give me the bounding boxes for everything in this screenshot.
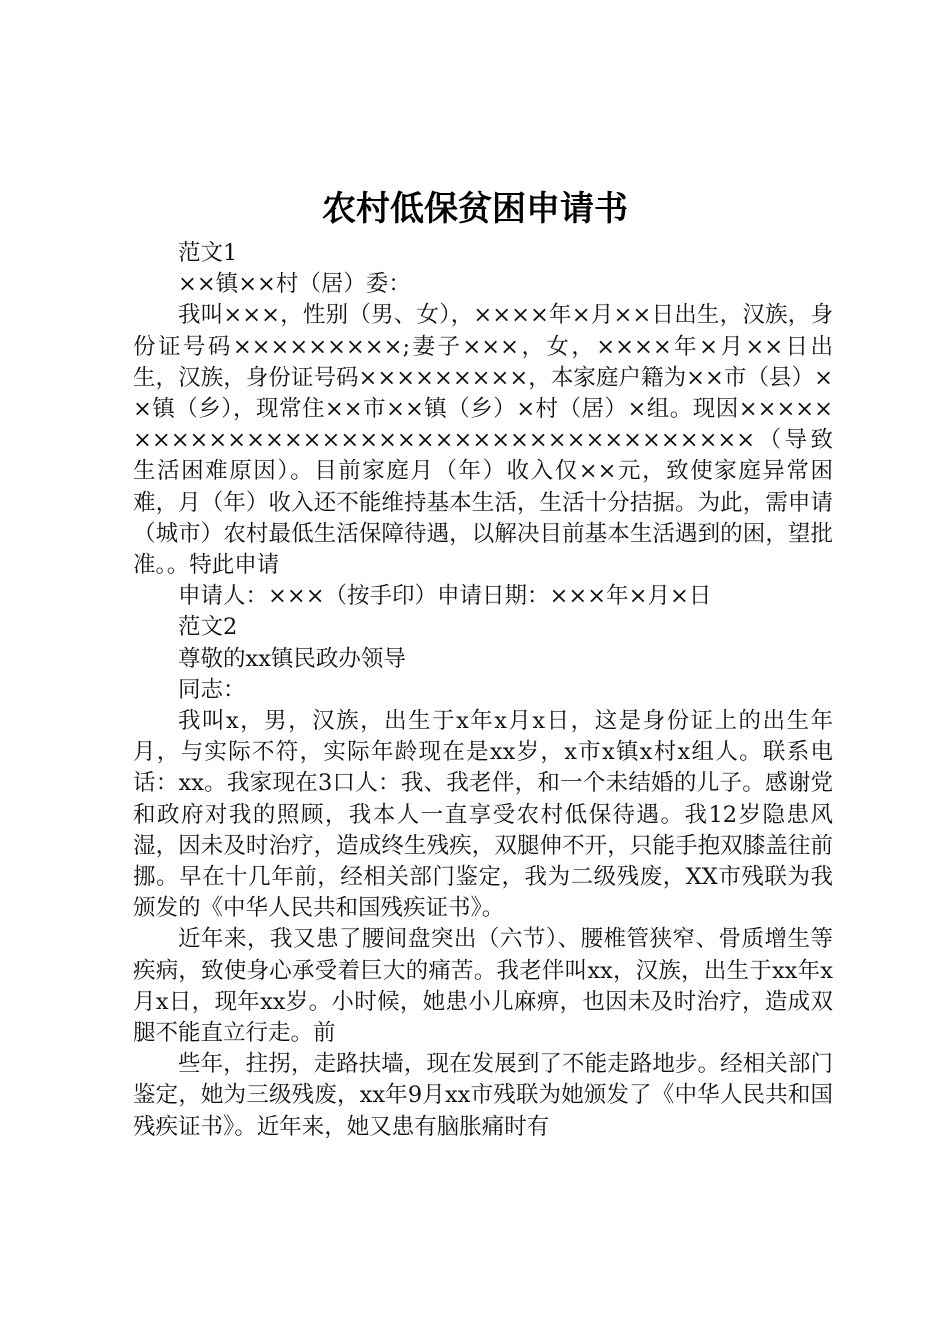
- document-body: [133, 238, 833, 1143]
- paragraph-application-body-1: 我叫×××，性别（男、女），××××年×月××日出生，汉族，身份证号码×××××××××;妻子×××，女，××××年×月××日出生，汉族，身份证号码×××××××××，本家庭户籍为××市（县）××镇（乡），现常住××市××镇（乡）×村（居）×组。现因××××××××××××××××××××××××××××××××××××××（导致生活困难原因）。目前家庭月（年）收入仅××元，致使家庭异常困难，月（年）收入还不能维持基本生活，生活十分拮据。为此，需申请（城市）农村最低生活保障待遇，以解决目前基本生活遇到的困，望批准。。特此申请: [133, 302, 833, 579]
- paragraph-salutation-1: ××镇××村（居）委：: [178, 271, 411, 298]
- paragraph-salutation-2: 尊敬的xx镇民政办领导: [178, 645, 406, 672]
- document-title: 农村低保贫困申请书: [322, 189, 628, 229]
- paragraph-application-body-2: 我叫x，男，汉族，出生于x年x月x日，这是身份证上的出生年月，与实际不符，实际年龄现在是xx岁，x市x镇x村x组人。联系电话：xx。我家现在3口人：我、我老伴，和一个未结婚的儿子。感谢党和政府对我的照顾，我本人一直享受农村低保待遇。我12岁隐患风湿，因未及时治疗，造成终生残疾，双腿伸不开，只能手抱双膝盖往前挪。早在十几年前，经相关部门鉴定，我为二级残废，XX市残联为我颁发的《中华人民共和国残疾证书》。: [133, 708, 833, 922]
- paragraph-application-body-3: 近年来，我又患了腰间盘突出（六节）、腰椎管狭窄、骨质增生等疾病，致使身心承受着巨大的痛苦。我老伴叫xx，汉族，出生于xx年x月x日，现年xx岁。小时候，她患小儿麻痹，也因未及时治疗，造成双腿不能直立行走。前: [133, 926, 833, 1047]
- paragraph-applicant-signature: 申请人：×××（按手印）申请日期：×××年×月×日: [178, 583, 712, 610]
- paragraph-salutation-2-continued: 同志：: [178, 676, 246, 703]
- paragraph-application-body-4: 些年，拄拐，走路扶墙，现在发展到了不能走路地步。经相关部门鉴定，她为三级残废，xx年9月xx市残联为她颁发了《中华人民共和国残疾证书》。近年来，她又患有脑胀痛时有: [133, 1051, 833, 1140]
- paragraph-sample-2-heading: 范文2: [178, 614, 238, 641]
- paragraph-sample-1-heading: 范文1: [178, 240, 238, 266]
